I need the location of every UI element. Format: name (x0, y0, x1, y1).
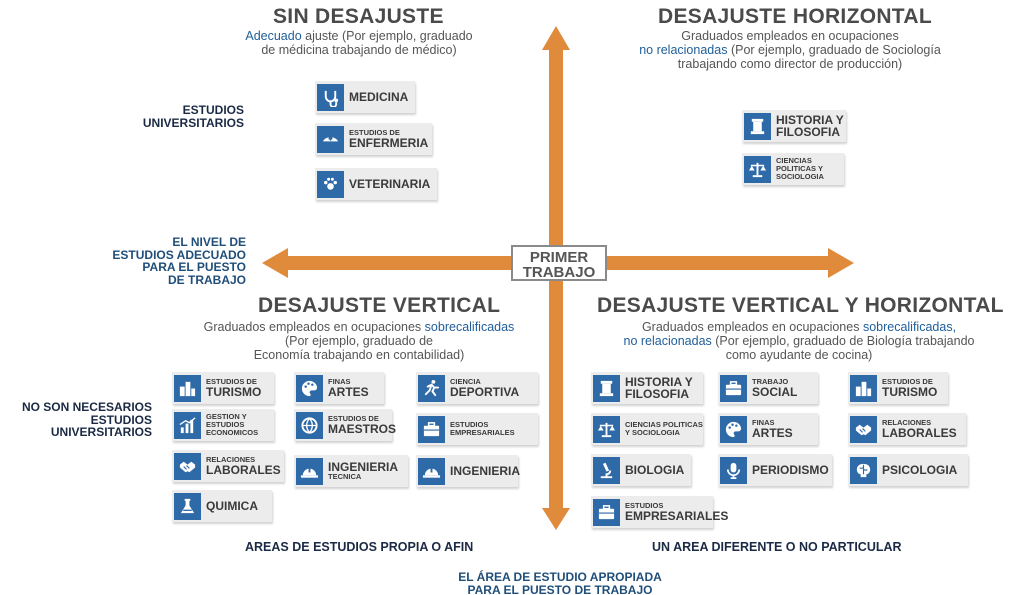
field-name: TURISMO (206, 385, 262, 399)
highlight-text: no relacionadas (639, 43, 728, 57)
field-name: QUIMICA (206, 499, 258, 513)
side-label-line: ESTUDIOS (90, 412, 152, 427)
field-subname: ESTUDIOS DE (206, 377, 257, 386)
field-label (450, 421, 538, 437)
field-subname: RELACIONES (882, 418, 932, 427)
field-label (450, 378, 519, 398)
field-card (718, 454, 832, 486)
field-subname: CIENCIAS POLITICAS Y SOCIOLOGIA (776, 156, 824, 181)
field-label (328, 461, 398, 481)
axis-label-line: EL ÁREA DE ESTUDIO APROPIADA (458, 570, 662, 584)
field-name: HISTORIA Y FILOSOFIA (625, 375, 693, 401)
field-label (752, 378, 797, 398)
field-label (882, 464, 957, 476)
highlight-text: Adecuado (245, 29, 302, 43)
vertical-arrow-bottom (542, 508, 570, 530)
field-subname: TECNICA (328, 472, 362, 481)
category-propia: AREAS DE ESTUDIOS PROPIA O AFIN (245, 540, 474, 554)
field-card (172, 490, 272, 522)
field-card (848, 413, 966, 445)
hard-hat-icon (296, 458, 323, 485)
globe-icon (296, 412, 323, 439)
center-label-line1: PRIMER (529, 249, 589, 266)
field-label (752, 419, 793, 439)
center-label-line2: TRABAJO (522, 264, 596, 281)
microscope-icon (593, 457, 620, 484)
field-card (591, 454, 691, 486)
desc-text: Economía trabajando en contabilidad) (253, 348, 465, 362)
desc-text: Graduados empleados en ocupaciones (641, 320, 860, 334)
field-name: DEPORTIVA (450, 385, 520, 399)
field-name: TURISMO (882, 385, 938, 399)
field-card (742, 110, 846, 142)
highlight-text: no relacionadas (623, 334, 712, 348)
horizontal-arrow-left (262, 248, 288, 278)
field-name: MAESTROS (328, 422, 397, 436)
field-label (328, 378, 369, 398)
field-name: EMPRESARIALES (625, 509, 729, 523)
hard-hat-icon (418, 458, 445, 485)
category-diferente: UN AREA DIFERENTE O NO PARTICULAR (652, 540, 902, 554)
axis-label-line: EL NIVEL DE (172, 235, 246, 249)
field-subname: ESTUDIOS DE (349, 128, 400, 137)
field-subname: ESTUDIOS EMPRESARIALES (450, 420, 515, 437)
side-label-line: UNIVERSITARIOS (142, 115, 244, 130)
desc-text: como ayudante de cocina) (725, 348, 873, 362)
field-card (742, 153, 844, 185)
field-label (349, 91, 408, 103)
scales-icon (744, 156, 771, 183)
field-subname: GESTION Y ESTUDIOS ECONOMICOS (206, 412, 259, 437)
quadrant-desc-vertical (176, 320, 542, 362)
briefcase-icon (593, 499, 620, 526)
field-card (416, 455, 521, 487)
field-name: MEDICINA (349, 90, 409, 104)
field-label (776, 157, 844, 181)
field-label (349, 178, 430, 190)
field-name: PSICOLOGIA (882, 463, 958, 477)
field-card (172, 409, 274, 441)
field-subname: ESTUDIOS DE (882, 377, 933, 386)
runner-icon (418, 375, 445, 402)
field-subname: FINAS (752, 418, 775, 427)
city-icon (174, 375, 201, 402)
axis-label-nivel (106, 236, 246, 286)
field-name: HISTORIA Y FILOSOFIA (776, 113, 844, 139)
quadrant-title-vertical: DESAJUSTE VERTICAL (258, 294, 501, 317)
side-label-line: ESTUDIOS (182, 103, 244, 117)
side-label-line: UNIVERSITARIOS (50, 425, 152, 439)
desc-text: (Por ejemplo, graduado de Biología trabajando (715, 334, 975, 348)
quadrant-title-sin-desajuste: SIN DESAJUSTE (273, 5, 444, 28)
desc-text: (Por ejemplo, graduado de (284, 334, 433, 348)
field-name: LABORALES (882, 426, 957, 440)
bar-chart-icon (174, 412, 201, 439)
field-subname: TRABAJO (752, 377, 789, 386)
axis-label-area (430, 571, 690, 595)
field-name: LABORALES (206, 463, 281, 477)
briefcase-icon (418, 416, 445, 443)
field-name: SOCIAL (752, 385, 798, 399)
field-card (848, 454, 968, 486)
field-label (776, 114, 846, 138)
field-label (328, 415, 396, 435)
desc-text: (Por ejemplo, graduado de Sociología (730, 43, 941, 57)
field-label (625, 464, 684, 476)
field-card (591, 372, 703, 404)
field-card (315, 123, 432, 155)
field-label (752, 464, 829, 476)
desc-text: ajuste (Por ejemplo, graduado (305, 29, 473, 43)
field-card (294, 372, 384, 404)
horizontal-arrow-right (828, 248, 854, 278)
field-label (349, 129, 428, 149)
field-name: ARTES (328, 385, 369, 399)
briefcase-icon (720, 375, 747, 402)
highlight-text: sobrecalificadas (424, 320, 515, 334)
field-label (450, 465, 520, 477)
side-label-universitarios (100, 104, 244, 129)
vertical-arrow-top (542, 26, 570, 50)
field-card (591, 413, 703, 445)
field-name: INGENIERIA (328, 460, 399, 474)
field-name: VETERINARIA (349, 177, 431, 191)
highlight-text: sobrecalificadas, (862, 320, 957, 334)
desc-text: Graduados empleados en ocupaciones (681, 29, 899, 43)
field-label (206, 413, 274, 437)
side-label-no-necesarios (0, 401, 152, 439)
desc-text: de médicina trabajando de médico) (261, 43, 457, 57)
field-subname: CIENCIAS POLITICAS Y SOCIOLOGIA (625, 420, 703, 437)
scales-icon (593, 416, 620, 443)
axis-label-line: PARA EL PUESTO DE TRABAJO (467, 582, 653, 595)
field-label (206, 456, 281, 476)
flask-icon (174, 493, 201, 520)
quadrant-desc-horizontal (606, 29, 974, 71)
veterinary-icon (317, 171, 344, 198)
axis-label-line: PARA EL PUESTO (142, 260, 246, 274)
handshake-icon (174, 453, 201, 480)
palette-icon (720, 416, 747, 443)
side-label-line: NO SON NECESARIOS (21, 400, 152, 414)
column-icon (593, 375, 620, 402)
field-subname: ESTUDIOS DE (328, 414, 379, 423)
field-label (882, 378, 937, 398)
field-card (294, 455, 408, 487)
desc-text: trabajando como director de producción) (677, 57, 903, 71)
field-name: ARTES (752, 426, 793, 440)
field-card (416, 413, 538, 445)
field-card (591, 496, 729, 528)
quadrant-desc-vertical-horizontal (588, 320, 1010, 362)
axis-label-line: ESTUDIOS ADECUADO (112, 247, 246, 262)
field-name: INGENIERIA (450, 464, 521, 478)
quadrant-title-vertical-horizontal: DESAJUSTE VERTICAL Y HORIZONTAL (597, 294, 1004, 317)
field-subname: ESTUDIOS (625, 501, 664, 510)
field-name: PERIODISMO (752, 463, 829, 477)
center-label (511, 245, 607, 281)
field-subname: RELACIONES (206, 455, 256, 464)
field-card (416, 372, 538, 404)
field-card (172, 450, 284, 482)
field-subname: FINAS (328, 377, 351, 386)
field-name: BIOLOGIA (625, 463, 685, 477)
field-card (848, 372, 948, 404)
field-card (718, 413, 818, 445)
field-label (625, 376, 703, 400)
handshake-icon (850, 416, 877, 443)
field-label (882, 419, 957, 439)
field-card (315, 168, 437, 200)
column-icon (744, 113, 771, 140)
field-card (315, 81, 415, 113)
field-card (718, 372, 818, 404)
field-card (172, 372, 274, 404)
field-name: ENFERMERIA (349, 136, 429, 150)
field-label (625, 502, 728, 522)
field-card (294, 409, 397, 441)
field-label (625, 421, 703, 437)
brain-icon (850, 457, 877, 484)
palette-icon (296, 375, 323, 402)
quadrant-title-horizontal: DESAJUSTE HORIZONTAL (658, 5, 932, 28)
microphone-icon (720, 457, 747, 484)
vertical-axis (549, 48, 563, 518)
field-subname: CIENCIA (450, 377, 481, 386)
quadrant-desc-sin-desajuste (224, 29, 494, 57)
field-label (206, 500, 258, 512)
desc-text: Graduados empleados en ocupaciones (203, 320, 422, 334)
city-icon (850, 375, 877, 402)
axis-label-line: DE TRABAJO (167, 272, 246, 287)
stethoscope-icon (317, 84, 344, 111)
field-label (206, 378, 261, 398)
nurse-cap-icon (317, 126, 344, 153)
